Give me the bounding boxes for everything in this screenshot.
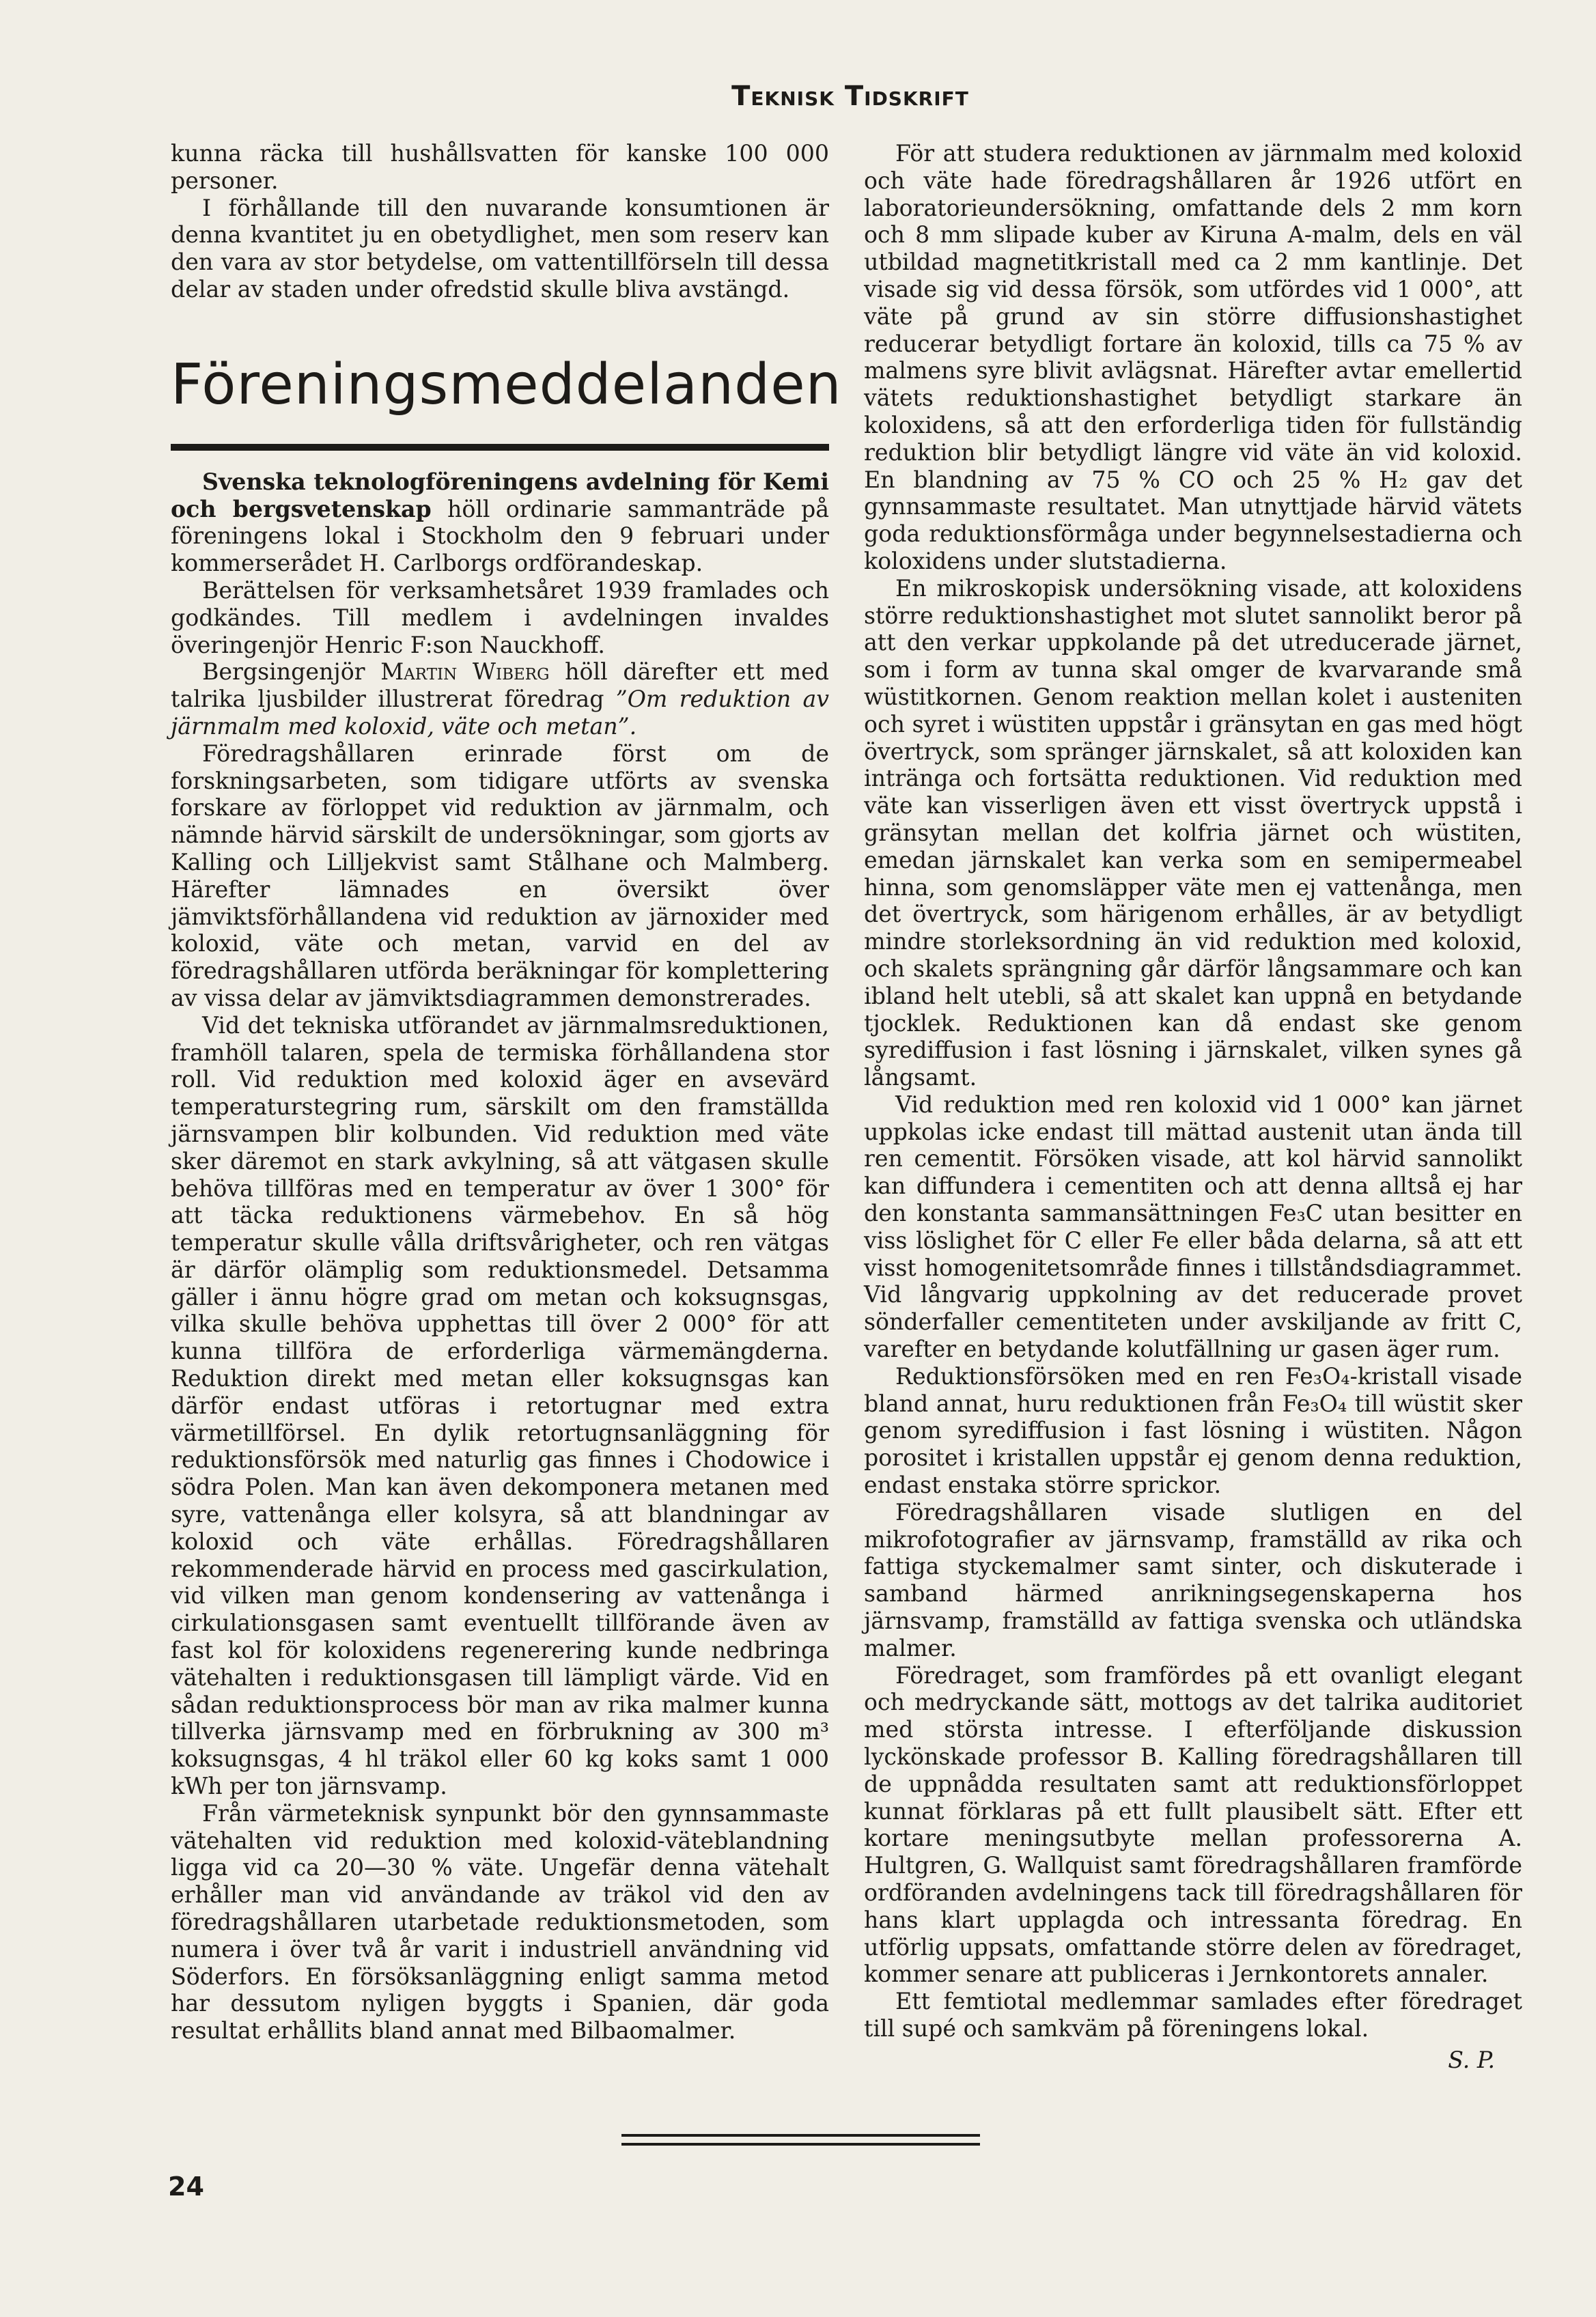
journal-masthead: Teknisk Tidskrift [731, 81, 969, 112]
paragraph: Föredragshållaren erinrade först om de forskningsarbeten, som tidigare utförts av svenska forskare av förloppet vid reduktion av järnmalm, och nämnde härvid särskilt de undersökningar, som gjorts av Kalling och Lilljekvist samt Stålhane och Malmberg. Härefter lämnades en översikt över jämviktsförhållandena vid reduktion av järnoxider med koloxid, väte och metan, varvid en del av föredragshållaren utförda beräkningar för komplettering av vissa delar av jämviktsdiagrammen demonstrerades. [171, 740, 829, 1011]
paragraph: Berättelsen för verksamhetsåret 1939 framlades och godkändes. Till medlem i avdelningen invaldes överingenjör Henric F:son Nauckhoff. [171, 576, 829, 658]
right-column [864, 140, 1522, 2074]
paragraph: Vid reduktion med ren koloxid vid 1 000° kan järnet uppkolas icke endast till mättad austenit utan ända till ren cementit. Försöken visade, att kol härvid sannolikt kan diffundera i cementiten och att denna alltså ej har den konstanta sammansättningen Fe₃C utan besitter en viss löslighet för C eller Fe eller båda delarna, så att ett visst homogenitetsområde finnes i tillståndsdiagrammet. Vid långvarig uppkolning av det reducerade provet sönderfaller cementiteten under avskiljande av fritt C, varefter en betydande kolutfällning ur gasen äger rum. [864, 1091, 1522, 1363]
paragraph: Reduktionsförsöken med en ren Fe₃O₄-kristall visade bland annat, huru reduktionen från Fe₃O₄ till wüstit sker genom syrediffusion i fast lösning i wüstiten. Någon porositet i kristallen uppstår ej genom denna reduktion, endast enstaka större sprickor. [864, 1362, 1522, 1499]
speaker-name: Martin Wiberg [380, 658, 550, 686]
paragraph: Från värmeteknisk synpunkt bör den gynnsammaste vätehalten vid reduktion med koloxid-väteblandning ligga vid ca 20—30 % väte. Ungefär denna vätehalt erhåller man vid användande av träkol vid den av föredragshållaren utarbetade reduktionsmetoden, som numera i över två år varit i industriell användning vid Söderfors. En försöksanläggning enligt samma metod har dessutom nyligen byggts i Spanien, där goda resultat erhållits bland annat med Bilbaomalmer. [171, 1799, 829, 2045]
paragraph-text: höll ordinarie sammanträde på föreningens lokal i Stockholm den 9 februari under kommerserådet H. Carlborgs ordförandeskap. [171, 495, 829, 577]
paragraph: För att studera reduktionen av järnmalm med koloxid och väte hade föredragshållaren år 1926 utfört en laboratorieundersökning, omfattande dels 2 mm korn och 8 mm slipade kuber av Kiruna A-malm, dels en väl utbildad magnetitkristall med ca 2 mm kantlinje. Det visade sig vid dessa försök, som utfördes vid 1 000°, att väte på grund av sin större diffusionshastighet reducerar betydligt fortare än koloxid, tills ca 75 % av malmens syre blivit avlägsnat. Härefter avtar emellertid vätets reduktionshastighet betydligt starkare än koloxidens, så att den erforderliga tiden för fullständig reduktion blir betydligt längre vid väte än vid koloxid. En blandning av 75 % CO och 25 % H₂ gav det gynnsammaste resultatet. Man utnyttjade härvid vätets goda reduktionsförmåga under begynnelsestadierna och koloxidens under slutstadierna. [864, 140, 1522, 574]
society-name: Svenska teknologföreningens avdelning för Kemi och bergsvetenskap [171, 468, 829, 522]
paragraph: Föredragshållaren visade slutligen en del mikrofotografier av järnsvamp, framställd av rika och fattiga styckemalmer samt sinter, och diskuterade i samband härmed anrikningsegenskaperna hos järnsvamp, framställd av fattiga svenska och utländska malmer. [864, 1498, 1522, 1661]
paragraph: Föredraget, som framfördes på ett ovanligt elegant och medryckande sätt, mottogs av det talrika auditoriet med största intresse. I efterföljande diskussion lyckönskade professor B. Kalling föredragshållaren till de uppnådda resultaten samt att reduktionsförloppet kunnat förklaras på ett fullt plausibelt sätt. Efter ett kortare meningsutbyte mellan professorerna A. Hultgren, G. Wallquist samt föredragshållaren framförde ordföranden avdelningens tack till föredragshållaren för hans klart upplagda och intressanta föredrag. En utförlig uppsats, omfattande större delen av föredraget, kommer senare att publiceras i Jernkontorets annaler. [864, 1661, 1522, 1988]
paragraph: Vid det tekniska utförandet av järnmalmsreduktionen, framhöll talaren, spela de termiska förhållandena stor roll. Vid reduktion med koloxid äger en avsevärd temperaturstegring rum, särskilt om den framställda järnsvampen blir kolbunden. Vid reduktion med väte sker däremot en stark avkylning, så att vätgasen skulle behöva tillföras med en temperatur av över 1 300° för att täcka reduktionens värmebehov. En så hög temperatur skulle vålla driftsvårigheter, och ren vätgas är därför olämplig som reduktionsmedel. Detsamma gäller i ännu högre grad om metan och koksugnsgas, vilka skulle behöva upphettas till över 2 000° för att kunna tillföra de erforderliga värmemängderna. Reduktion direkt med metan eller koksugnsgas kan därför endast utföras i retortugnar med extra värmetillförsel. En dylik retortugnsanläggning för reduktionsförsök med naturlig gas finnes i Chodowice i södra Polen. Man kan även dekomponera metanen med syre, vattenånga eller kolsyra, så att blandningar av koloxid och väte erhållas. Föredragshållaren rekommenderade härvid en process med gascirkulation, vid vilken man genom kondensering av vattenånga i cirkulationsgasen samt eventuellt tillförande även av fast kol för koloxidens regenerering kunde nedbringa vätehalten i reduktionsgasen till lämpligt värde. Vid en sådan reduktionsprocess bör man av rika malmer kunna tillverka järnsvamp med en förbrukning av 300 m³ koksugnsgas, 4 hl träkol eller 60 kg koks samt 1 000 kWh per ton järnsvamp. [171, 1011, 829, 1800]
paragraph: Ett femtiotal medlemmar samlades efter föredraget till supé och samkväm på föreningens lokal. [864, 1988, 1522, 2042]
lecture-title: ”Om reduktion av järnmalm med koloxid, väte och metan”. [171, 686, 829, 740]
paragraph-text: Bergsingenjör [202, 658, 381, 686]
left-column [171, 140, 842, 2045]
paragraph [171, 658, 829, 740]
paragraph-text: höll därefter ett med talrika ljusbilder illustrerat föredrag [171, 658, 830, 713]
signature: S. P. [1448, 2046, 1495, 2073]
end-rule [621, 2143, 980, 2146]
paragraph: kunna räcka till hushållsvatten för kanske 100 000 personer. [171, 140, 829, 194]
section-rule [171, 444, 829, 451]
paragraph [171, 468, 829, 577]
paragraph: I förhållande till den nuvarande konsumtionen är denna kvantitet ju en obetydlighet, men som reserv kan den vara av stor betydelse, om vattentillförseln till dessa delar av staden under ofredstid skulle bliva avstängd. [171, 194, 829, 303]
paragraph: En mikroskopisk undersökning visade, att koloxidens större reduktionshastighet mot slutet sannolikt beror på att den verkar uppkolande på det utreducerade järnet, som i form av tunna skal omger de kvarvarande små wüstitkornen. Genom reaktion mellan kolet i austeniten och syret i wüstiten uppstår i gränsytan en gas med högt övertryck, som spränger järnskalet, så att koloxiden kan intränga och fortsätta reduktionen. Vid reduktion med väte kan visserligen även ett visst övertryck uppstå i gränsytan mellan det kolfria järnet och wüstiten, emedan järnskalet kan verka som en semipermeabel hinna, som genomsläpper väte men ej vattenånga, men det övertryck, som härigenom erhålles, är av betydligt mindre storleksordning än vid reduktion med koloxid, och skalets sprängning går därför långsammare och kan ibland helt utebli, så att skalet kan uppnå en betydande tjocklek. Reduktionen kan då endast ske genom syrediffusion i fast lösning i järnskalet, vilken synes gå långsamt. [864, 574, 1522, 1091]
page-number: 24 [168, 2172, 204, 2202]
section-title: Föreningsmeddelanden [171, 352, 842, 417]
end-rule [621, 2134, 980, 2137]
